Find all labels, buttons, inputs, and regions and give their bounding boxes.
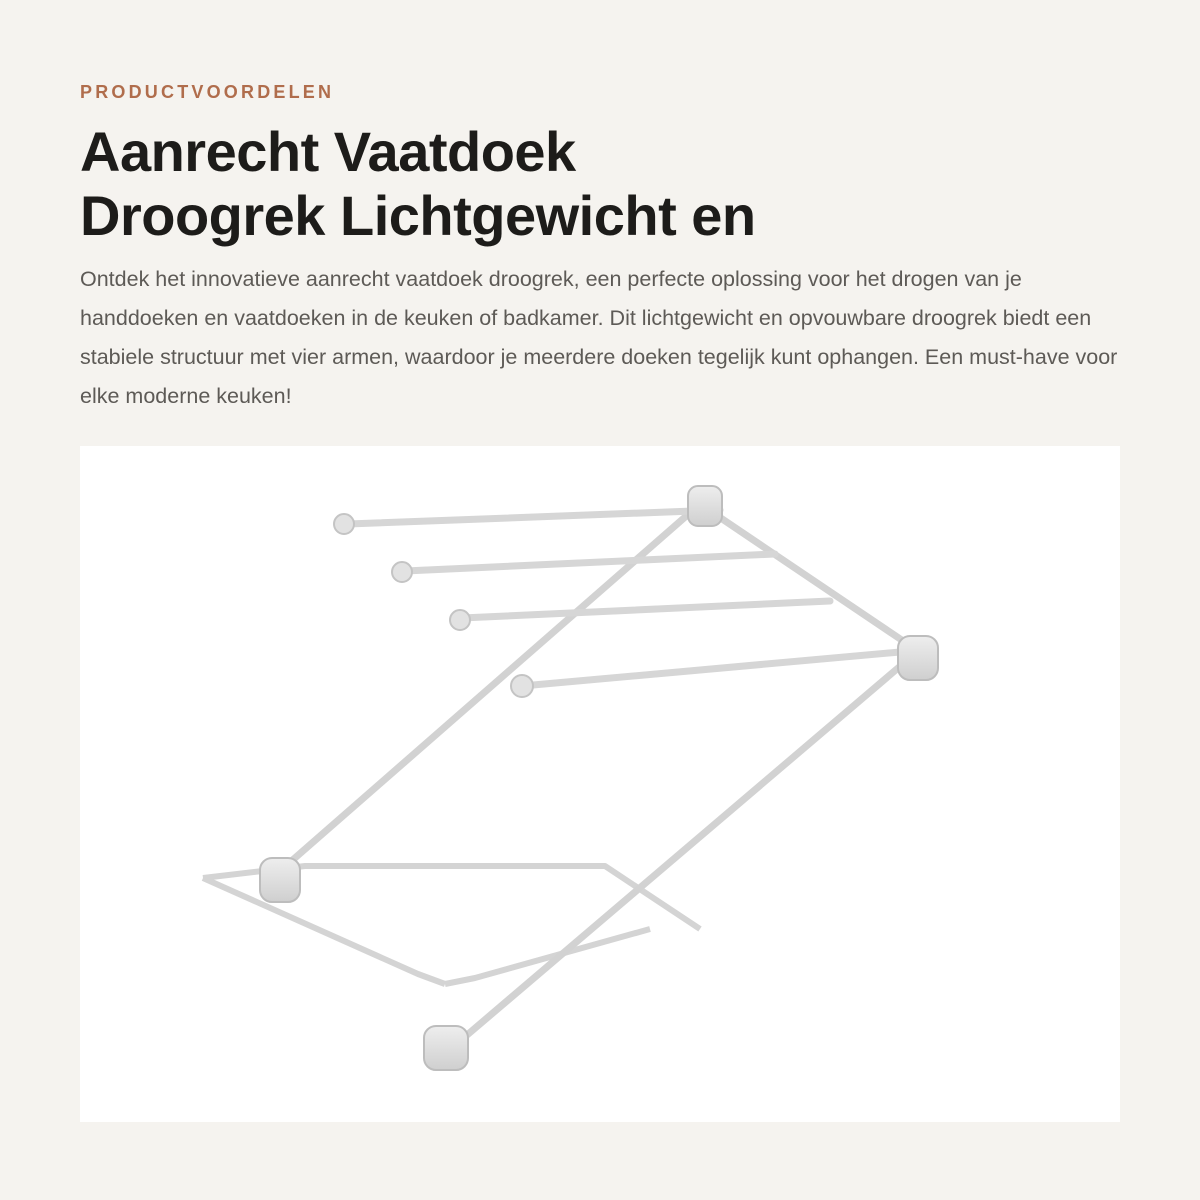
section-title [80,120,1120,248]
arm-end-caps [334,514,533,697]
product-image [80,446,1120,1122]
title-line-2: Droogrek Lichtgewicht en [80,184,756,247]
rack-diagonal-arms [280,504,918,1041]
drying-rack-illustration [80,446,1120,1122]
section-description: Ontdek het innovatieve aanrecht vaatdoek droogrek, een perfecte oplossing voor het drogen van je handdoeken en vaatdoeken in de keuken of badkamer. Dit lichtgewicht en opvouwbare droogrek biedt een stabiele structuur met vier armen, waardoor je meerdere doeken tegelijk kunt ophangen. Een must-have voor elke moderne keuken! [80,267,1118,408]
hinge-joints [260,486,938,1070]
eyebrow-label: PRODUCTVOORDELEN [80,82,335,102]
title-line-1: Aanrecht Vaatdoek [80,120,576,183]
rack-towel-arms [348,510,900,686]
